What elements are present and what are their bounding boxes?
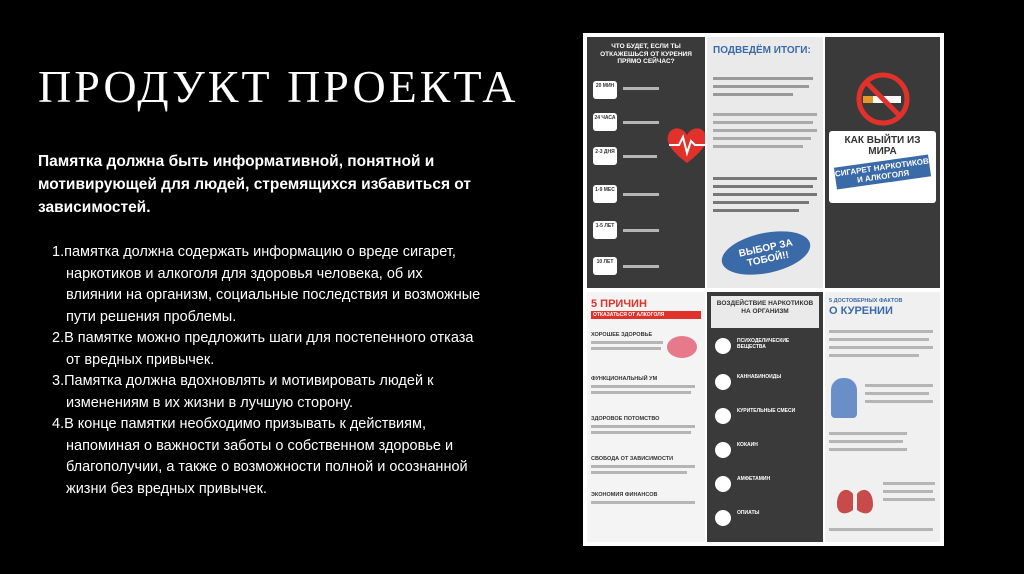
text-line xyxy=(829,346,933,349)
text-line xyxy=(623,229,659,232)
text-line xyxy=(829,448,907,451)
text-line xyxy=(713,209,799,212)
text-line xyxy=(623,121,659,124)
panel-drugs-effects xyxy=(707,292,823,542)
timeline-badge: 1-9 МЕС xyxy=(593,185,617,203)
text-line xyxy=(713,193,817,196)
reason-title: ХОРОШЕЕ ЗДОРОВЬЕ xyxy=(591,332,653,338)
drug-icon xyxy=(715,338,731,354)
text-line xyxy=(713,129,817,132)
list-item: 1.памятка должна содержать информацию о вреде сигарет, наркотиков и алкоголя для здоровья человека, об их влиянии на организм, социальные последствия и возможные пути решения проблемы. xyxy=(52,244,481,325)
cover-subtitle: СИГАРЕТ НАРКОТИКОВ И АЛКОГОЛЯ xyxy=(834,154,931,189)
text-line xyxy=(829,330,933,333)
reason-title: ЭКОНОМИЯ ФИНАНСОВ xyxy=(591,492,658,498)
text-line xyxy=(623,265,659,268)
drug-label: КУРИТЕЛЬНЫЕ СМЕСИ xyxy=(737,408,796,414)
text-line xyxy=(591,391,691,394)
panel-heading: 5 ПРИЧИН xyxy=(591,298,647,310)
panel-reasons xyxy=(587,292,705,542)
text-line xyxy=(829,440,903,443)
text-line xyxy=(713,145,803,148)
drug-icon xyxy=(715,442,731,458)
drug-label: ПСИХОДЕЛИЧЕСКИЕ ВЕЩЕСТВА xyxy=(737,338,790,350)
timeline-badge: 20 МИН xyxy=(593,81,617,99)
panel-cover xyxy=(825,37,940,288)
timeline-badge: 10 ЛЕТ xyxy=(593,257,617,275)
text-line xyxy=(713,77,813,80)
text-line xyxy=(591,501,695,504)
timeline-badge: 1-5 ЛЕТ xyxy=(593,221,617,239)
lungs-icon xyxy=(833,476,877,520)
panel-subheading: 5 ДОСТОВЕРНЫХ ФАКТОВ xyxy=(829,298,903,304)
text-line xyxy=(713,121,813,124)
text-line xyxy=(713,113,817,116)
text-line xyxy=(883,482,935,485)
panel-heading: ЧТО БУДЕТ, ЕСЛИ ТЫ ОТКАЖЕШЬСЯ ОТ КУРЕНИЯ ПРЯМО СЕЙЧАС? xyxy=(600,43,692,65)
text-line xyxy=(883,498,935,501)
list-item: 2.В памятке можно предложить шаги для постепенного отказа от вредных привычек. xyxy=(52,330,474,368)
text-line xyxy=(713,177,817,180)
list-item: 4.В конце памятки необходимо призывать к действиям, напоминая о важности заботы о собственном здоровье и благополучии, а также о возможности полной и осознанной жизни без вредных привычек. xyxy=(52,416,468,497)
text-line xyxy=(829,432,907,435)
drug-label: АМФЕТАМИН xyxy=(737,476,771,482)
text-line xyxy=(591,385,695,388)
text-line xyxy=(883,490,933,493)
timeline-badge: 2-3 ДНЯ xyxy=(593,147,617,165)
text-line xyxy=(713,185,813,188)
text-line xyxy=(865,384,933,387)
intro-text: Памятка должна быть информативной, понятной и мотивирующей для людей, стремящихся избавиться от зависимостей. xyxy=(38,153,471,216)
text-line xyxy=(623,193,659,196)
drug-icon xyxy=(715,510,731,526)
text-line xyxy=(713,93,793,96)
leaflet-image xyxy=(583,33,944,546)
drug-label: ОПИАТЫ xyxy=(737,510,760,516)
panel-heading: ВОЗДЕЙСТВИЕ НАРКОТИКОВ НА ОРГАНИЗМ xyxy=(716,300,814,315)
text-line xyxy=(591,425,695,428)
panel-quit-smoking-timeline xyxy=(587,37,705,288)
timeline-badge: 24 ЧАСА xyxy=(593,113,617,131)
text-line xyxy=(713,137,811,140)
person-icon xyxy=(831,378,857,418)
text-line xyxy=(713,201,809,204)
text-line xyxy=(623,155,657,158)
drug-label: КАННАБИНОИДЫ xyxy=(737,374,782,380)
cover-title: КАК ВЫЙТИ ИЗ МИРА xyxy=(844,135,921,157)
panel-summary xyxy=(707,37,823,288)
panel-heading: О КУРЕНИИ xyxy=(829,305,893,317)
text-line xyxy=(865,392,929,395)
text-line xyxy=(829,338,929,341)
drug-icon xyxy=(715,374,731,390)
drug-label: КОКАИН xyxy=(737,442,758,448)
text-line xyxy=(829,354,919,357)
panel-smoking-facts xyxy=(825,292,940,542)
reason-title: СВОБОДА ОТ ЗАВИСИМОСТИ xyxy=(591,456,674,462)
text-line xyxy=(591,465,695,468)
text-line xyxy=(829,528,933,531)
text-line xyxy=(865,400,933,403)
text-line xyxy=(591,341,663,344)
drug-icon xyxy=(715,408,731,424)
text-line xyxy=(591,347,661,350)
heart-icon xyxy=(665,125,705,165)
text-line xyxy=(713,85,809,88)
reason-title: ЗДОРОВОЕ ПОТОМСТВО xyxy=(591,416,660,422)
reason-title: ФУНКЦИОНАЛЬНЫЙ УМ xyxy=(591,376,658,382)
list-item: 3.Памятка должна вдохновлять и мотивировать людей к изменениям в их жизни в лучшую сторону. xyxy=(52,373,434,411)
no-smoking-icon xyxy=(855,71,911,127)
cta-text: ВЫБОР ЗА ТОБОЙ!! xyxy=(737,237,794,270)
panel-subheading: ОТКАЗАТЬСЯ ОТ АЛКОГОЛЯ xyxy=(591,311,701,319)
text-line xyxy=(591,431,691,434)
text-line xyxy=(623,87,659,90)
requirements-list xyxy=(52,242,482,500)
drug-icon xyxy=(715,476,731,492)
text-line xyxy=(591,471,687,474)
slide-title: ПРОДУКТ ПРОЕКТА xyxy=(38,61,519,112)
brain-icon xyxy=(667,336,697,358)
panel-heading: ПОДВЕДЁМ ИТОГИ: xyxy=(713,45,811,56)
